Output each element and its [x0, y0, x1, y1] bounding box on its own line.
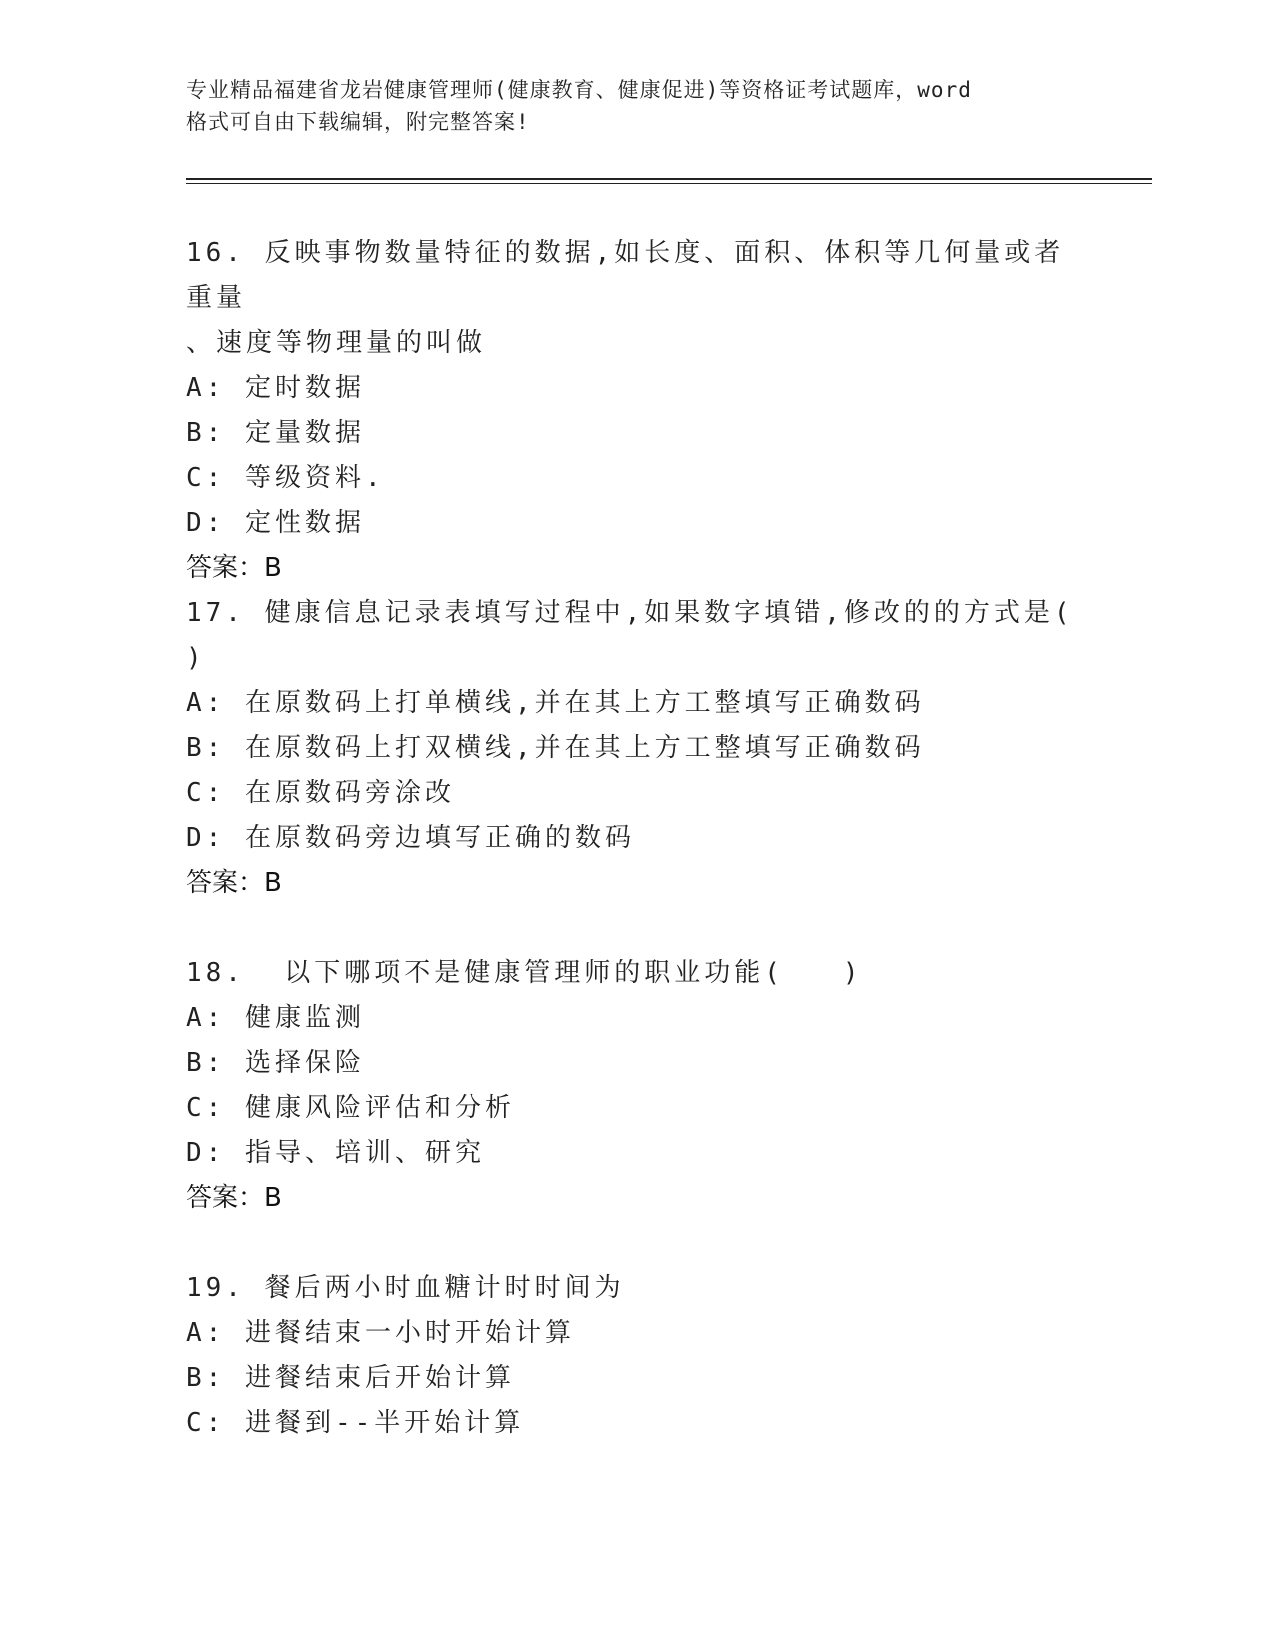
question-19 [186, 1266, 1086, 1446]
question-text: 17. 健康信息记录表填写过程中,如果数字填错,修改的的方式是( [186, 598, 1074, 628]
option-a: A: 健康监测 [186, 1003, 365, 1033]
option-c: C: 进餐到--半开始计算 [186, 1408, 525, 1438]
header-line-2: 格式可自由下载编辑，附完整答案! [186, 110, 530, 134]
question-16 [186, 231, 1086, 591]
option-b: B: 选择保险 [186, 1048, 365, 1078]
option-d: D: 定性数据 [186, 508, 365, 538]
document-header [186, 74, 1086, 138]
header-line-1: 专业精品福建省龙岩健康管理师(健康教育、健康促进)等资格证考试题库，word [186, 78, 972, 102]
question-18 [186, 951, 1086, 1221]
answer: 答案：B [186, 868, 282, 898]
option-b: B: 定量数据 [186, 418, 365, 448]
option-c: C: 等级资料. [186, 463, 385, 493]
answer: 答案：B [186, 553, 282, 583]
option-d: D: 指导、培训、研究 [186, 1138, 485, 1168]
option-c: C: 健康风险评估和分析 [186, 1093, 515, 1123]
option-b: B: 在原数码上打双横线,并在其上方工整填写正确数码 [186, 733, 925, 763]
option-b: B: 进餐结束后开始计算 [186, 1363, 515, 1393]
question-text: 19. 餐后两小时血糖计时时间为 [186, 1273, 625, 1303]
option-d: D: 在原数码旁边填写正确的数码 [186, 823, 635, 853]
option-a: A: 在原数码上打单横线,并在其上方工整填写正确数码 [186, 688, 925, 718]
question-17 [186, 591, 1086, 906]
answer: 答案：B [186, 1183, 282, 1213]
header-divider-thick [186, 178, 1152, 180]
question-text-continued: 、速度等物理量的叫做 [186, 328, 487, 358]
question-text: 18. 以下哪项不是健康管理师的职业功能( ) [186, 958, 863, 988]
header-divider-thin [186, 183, 1152, 184]
option-c: C: 在原数码旁涂改 [186, 778, 455, 808]
option-a: A: 定时数据 [186, 373, 365, 403]
question-text: 16. 反映事物数量特征的数据,如长度、面积、体积等几何量或者重量 [186, 238, 1065, 313]
option-a: A: 进餐结束一小时开始计算 [186, 1318, 575, 1348]
question-text-continued: ) [186, 643, 206, 673]
